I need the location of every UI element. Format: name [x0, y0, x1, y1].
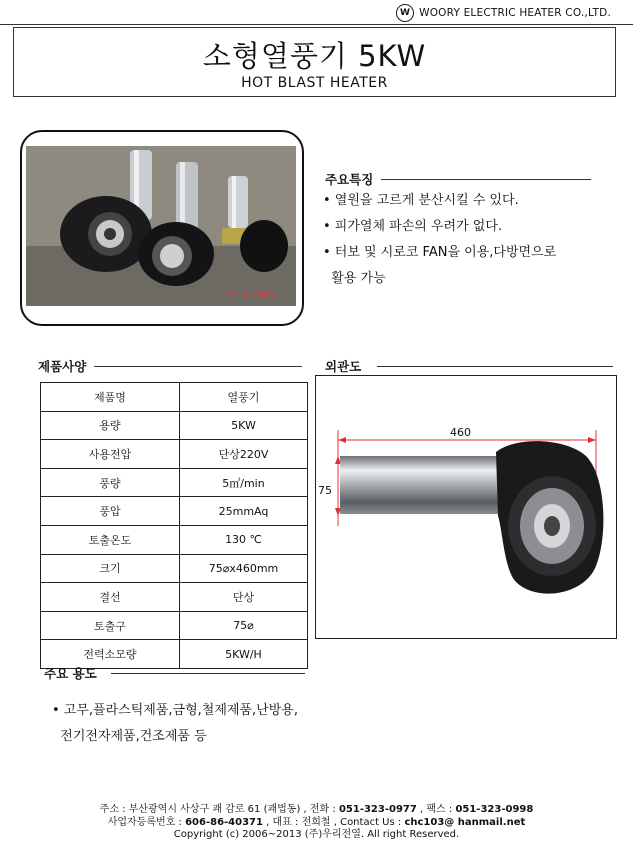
footer-address-label: 주소 : 부산광역시 사상구 괘 감로 61 (괘법동) , 전화 :: [99, 804, 339, 815]
specs-heading-line: [94, 366, 302, 367]
feature-item: • 열원을 고르게 분산시킬 수 있다.: [323, 193, 519, 208]
specs-heading: [38, 357, 302, 375]
spec-row: [41, 468, 308, 497]
features-heading: [325, 170, 591, 188]
exterior-heading-line: [377, 366, 613, 367]
exterior-heading: [325, 357, 613, 375]
spec-value: 25mmAq: [180, 497, 308, 526]
company-logo-icon: W: [396, 4, 414, 22]
usage-heading-line: [111, 673, 305, 674]
dim-length-label: 460: [450, 426, 471, 439]
spec-value: 5KW: [180, 411, 308, 440]
photo-date-stamp: 22 8-2007: [226, 291, 275, 301]
spec-value: 열풍기: [180, 383, 308, 412]
product-photo-image: [26, 146, 296, 306]
spec-row: [41, 583, 308, 612]
spec-table: [40, 382, 308, 669]
spec-row: [41, 383, 308, 412]
usage-heading-text: 주요 용도: [44, 666, 97, 681]
spec-key: 사용전압: [41, 440, 180, 469]
spec-value: 75⌀: [180, 611, 308, 640]
spec-row: [41, 440, 308, 469]
product-photo: [20, 130, 304, 326]
features-heading-line: [381, 179, 591, 180]
footer-copyright: Copyright (c) 2006~2013 (주)우리전열. All right Reserved.: [173, 829, 460, 840]
product-title: 소형열풍기 5KW: [202, 39, 427, 73]
footer-fax-label: , 팩스 :: [416, 804, 456, 815]
spec-key: 풍량: [41, 468, 180, 497]
spec-row: [41, 525, 308, 554]
spec-row: [41, 554, 308, 583]
spec-value: 단상220V: [180, 440, 308, 469]
usage-heading: [44, 664, 305, 682]
spec-key: 제품명: [41, 383, 180, 412]
feature-item: 활용 가능: [323, 271, 386, 286]
spec-key: 토출온도: [41, 525, 180, 554]
exterior-heading-text: 외관도: [325, 359, 362, 374]
footer-reg-no: 606-86-40371: [185, 817, 263, 828]
footer-address: [0, 803, 633, 816]
specs-heading-text: 제품사양: [38, 359, 87, 374]
footer-reg-label: 사업자등록번호 :: [107, 817, 186, 828]
usage-list: [52, 698, 298, 750]
exterior-drawing-image: [316, 376, 616, 638]
spec-value: 75⌀x460mm: [180, 554, 308, 583]
title-box: [13, 27, 616, 97]
footer-ceo-label: , 대표 : 전희철 , Contact Us :: [262, 817, 405, 828]
spec-row: [41, 411, 308, 440]
features-list: [323, 188, 556, 292]
footer-phone: 051-323-0977: [338, 804, 417, 815]
feature-item: • 피가열체 파손의 우려가 없다.: [323, 219, 503, 234]
spec-key: 크기: [41, 554, 180, 583]
spec-key: 전력소모량: [41, 640, 180, 669]
spec-row: [41, 497, 308, 526]
spec-key: 풍압: [41, 497, 180, 526]
header-divider: [0, 24, 633, 25]
company-name: WOORY ELECTRIC HEATER CO.,LTD.: [419, 7, 611, 19]
product-subtitle: HOT BLAST HEATER: [241, 75, 388, 91]
spec-value: 130 ℃: [180, 525, 308, 554]
dim-diameter-label: 75: [318, 484, 332, 497]
footer-fax: 051-323-0998: [455, 804, 534, 815]
feature-item: • 터보 및 시로코 FAN을 이용,다방면으로: [323, 245, 557, 260]
usage-item: 전기전자제품,건조제품 등: [52, 729, 207, 744]
usage-item: • 고무,플라스틱제품,금형,철제제품,난방용,: [52, 703, 298, 718]
exterior-drawing: [315, 375, 617, 639]
company-header: [396, 4, 611, 22]
spec-key: 결선: [41, 583, 180, 612]
spec-key: 토출구: [41, 611, 180, 640]
features-heading-text: 주요특징: [325, 172, 374, 187]
footer-email[interactable]: chc103@ hanmail.net: [404, 817, 526, 828]
spec-value: 5㎥/min: [180, 468, 308, 497]
spec-row: [41, 611, 308, 640]
spec-key: 용량: [41, 411, 180, 440]
spec-value: 5KW/H: [180, 640, 308, 669]
spec-value: 단상: [180, 583, 308, 612]
